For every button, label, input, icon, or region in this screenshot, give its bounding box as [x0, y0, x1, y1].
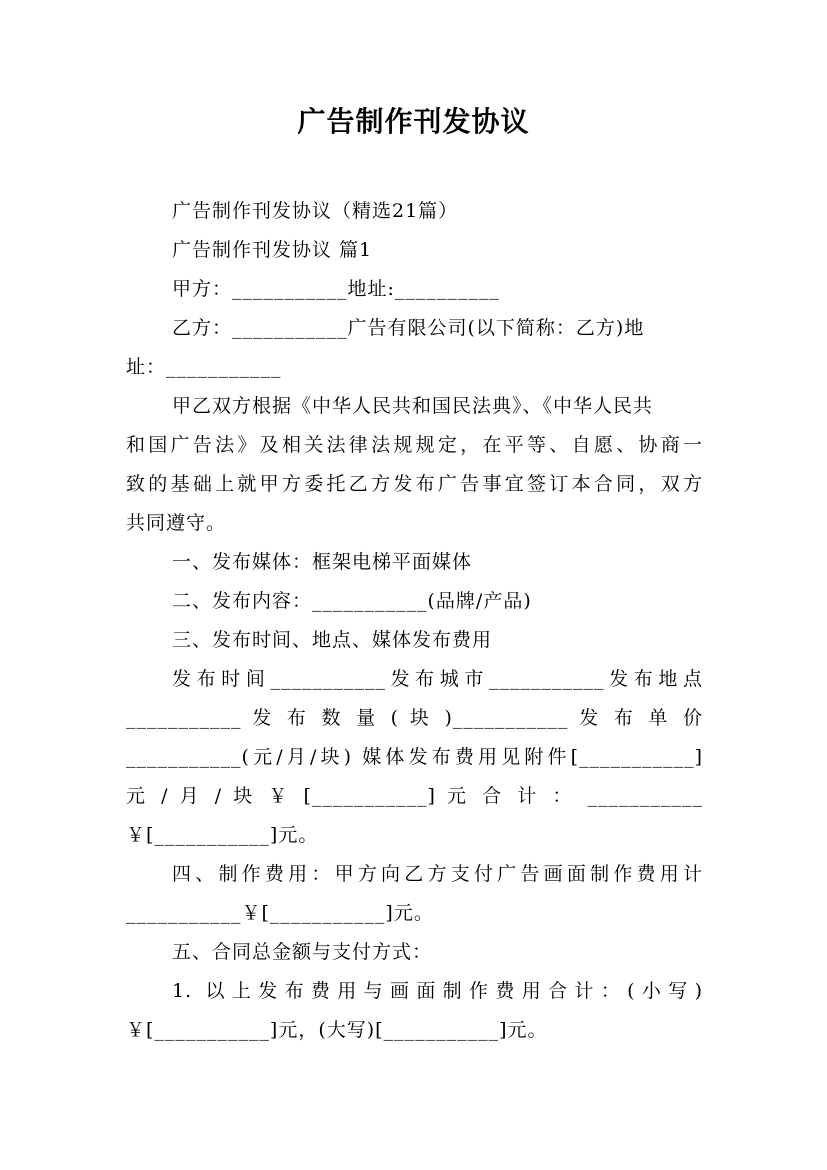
text-line: 致的基础上就甲方委托乙方发布广告事宜签订本合同，双方: [126, 473, 703, 495]
text-line: 元 / 月 / 块 ￥ [___________] 元 合 计 ： ___________: [126, 785, 703, 807]
text-line: 共同遵守。: [126, 512, 227, 534]
text-line: 1. 以上发布费用与画面制作费用合计：(小写): [172, 980, 703, 1002]
document-title: 广告制作刊发协议: [297, 105, 530, 138]
text-line: 五、合同总金额与支付方式：: [172, 941, 433, 963]
text-line: 甲乙双方根据《中华人民共和国民法典》、《中华人民共: [172, 395, 654, 417]
text-line: 广告制作刊发协议（精选21篇）: [172, 200, 459, 222]
text-line: 和国广告法》及相关法律法规规定，在平等、自愿、协商一: [126, 434, 703, 456]
text-line: 二、发布内容：___________(品牌/产品): [172, 590, 532, 612]
text-line: 发布时间___________发布城市___________发布地点: [172, 668, 703, 690]
text-line: ___________￥[___________]元。: [126, 902, 434, 924]
text-line: 乙方：___________广告有限公司(以下简称：乙方)地: [172, 317, 645, 339]
text-line: 一、发布媒体：框架电梯平面媒体: [172, 551, 473, 573]
text-line: 三、发布时间、地点、媒体发布费用: [172, 629, 493, 651]
text-line: 址：___________: [126, 356, 282, 378]
text-line: ___________ 发 布 数 量 ( 块 )___________ 发 布 单 价: [126, 707, 703, 729]
text-line: ￥[___________]元。: [126, 824, 319, 846]
text-line: 甲方：___________地址:__________: [172, 278, 500, 300]
text-line: 四、制作费用：甲方向乙方支付广告画面制作费用计: [172, 863, 703, 885]
text-line: ￥[___________]元，(大写)[___________]元。: [126, 1019, 548, 1041]
text-line: ___________(元/月/块) 媒体发布费用见附件[___________]: [126, 746, 703, 768]
text-line: 广告制作刊发协议 篇1: [172, 239, 373, 261]
